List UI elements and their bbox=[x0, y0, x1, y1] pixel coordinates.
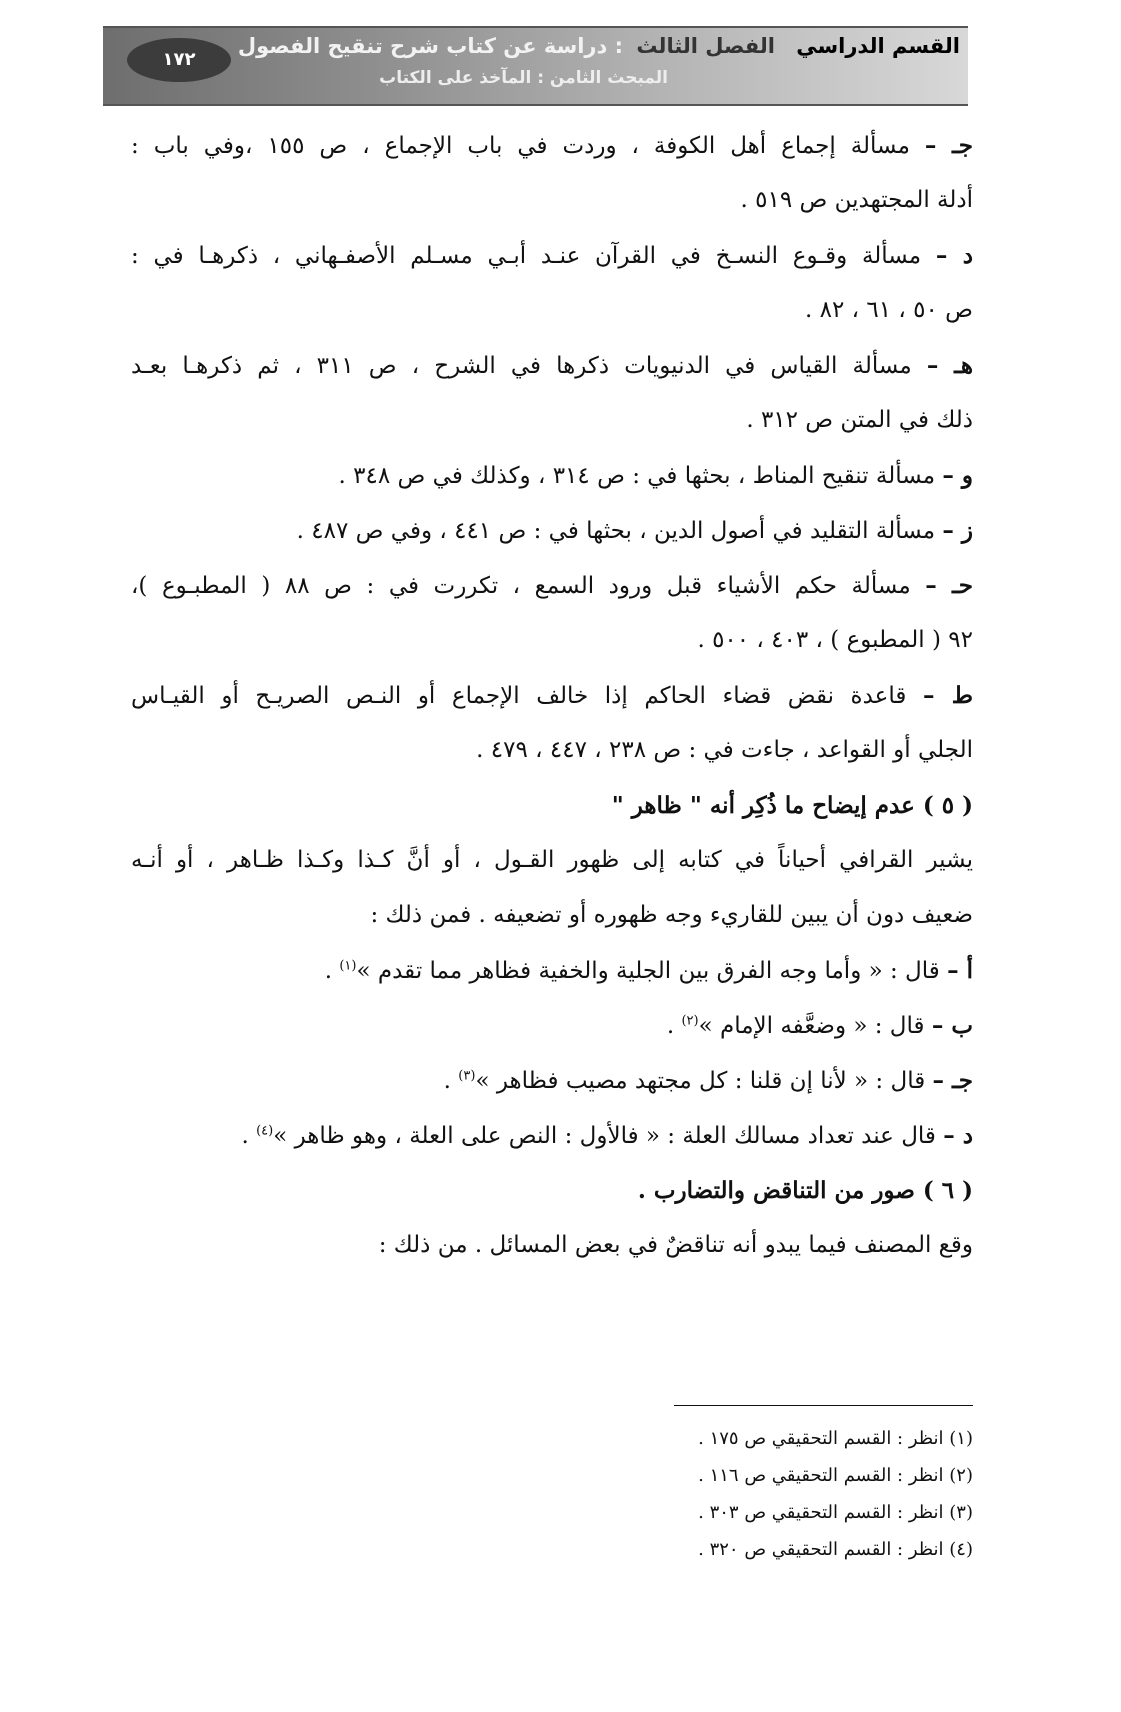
item-marker: ط – bbox=[922, 682, 973, 709]
section-heading-6: ( ٦ ) صور من التناقض والتضارب . bbox=[637, 1177, 973, 1204]
header-chapter: الفصل الثالث bbox=[636, 34, 775, 58]
footnotes bbox=[473, 1420, 973, 1568]
item-text: مسألة التقليد في أصول الدين ، بحثها في : ص ٤٤١ ، وفي ص ٤٨٧ . bbox=[296, 518, 943, 544]
item-marker: د – bbox=[935, 242, 973, 269]
item-text: مسألة إجماع أهل الكوفة ، وردت في باب الإجماع ، ص ١٥٥ ،وفي باب : bbox=[131, 133, 925, 159]
footnote: (١) انظر : القسم التحقيقي ص ١٧٥ . bbox=[698, 1428, 973, 1449]
quote-item bbox=[131, 998, 973, 1053]
quote-end: . bbox=[666, 1013, 682, 1039]
text-line bbox=[131, 173, 973, 228]
quote-text: قال : « وأما وجه الفرق بين الجلية والخفية فظاهر مما تقدم » bbox=[356, 958, 948, 984]
item-marker: حـ – bbox=[925, 572, 973, 599]
header-subtitle: المبحث الثامن : المآخذ على الكتاب bbox=[379, 68, 668, 88]
footnote-divider bbox=[674, 1405, 973, 1406]
item-marker: و – bbox=[942, 462, 973, 489]
page-header bbox=[103, 26, 968, 106]
item-text: مسألة حكم الأشياء قبل ورود السمع ، تكررت في : ص ٨٨ ( المطبـوع )، bbox=[131, 573, 926, 599]
quote-item bbox=[131, 1053, 973, 1108]
footnote: (٢) انظر : القسم التحقيقي ص ١١٦ . bbox=[698, 1465, 973, 1486]
page-body bbox=[131, 118, 973, 1273]
quote-end: . bbox=[443, 1068, 459, 1094]
quote-text: قال عند تعداد مسالك العلة : « فالأول : النص على العلة ، وهو ظاهر » bbox=[273, 1123, 944, 1149]
text-line bbox=[131, 338, 973, 393]
text-line bbox=[131, 668, 973, 723]
text-line bbox=[131, 283, 973, 338]
text-line bbox=[131, 613, 973, 668]
paragraph-line: ضعيف دون أن يبين للقاريء وجه ظهوره أو تضعيفه . فمن ذلك : bbox=[370, 902, 973, 928]
quote-end: . bbox=[324, 958, 340, 984]
item-text: قاعدة نقض قضاء الحاكم إذا خالف الإجماع أو النـص الصريـح أو القيـاس bbox=[131, 683, 923, 709]
header-title: : دراسة عن كتاب شرح تنقيح الفصول bbox=[237, 34, 624, 58]
item-marker: هـ – bbox=[926, 352, 974, 379]
text-line bbox=[131, 723, 973, 778]
text-line bbox=[131, 503, 973, 558]
item-marker: جـ – bbox=[932, 1067, 973, 1094]
text-line bbox=[131, 228, 973, 283]
text-line bbox=[131, 448, 973, 503]
footnote-ref[interactable]: (١) bbox=[339, 958, 357, 974]
item-text: ذلك في المتن ص ٣١٢ . bbox=[746, 407, 973, 433]
header-section: القسم الدراسي bbox=[796, 34, 960, 58]
text-line bbox=[131, 393, 973, 448]
item-text: ٩٢ ( المطبوع ) ، ٤٠٣ ، ٥٠٠ . bbox=[697, 627, 973, 653]
paragraph-line: وقع المصنف فيما يبدو أنه تناقضٌ في بعض المسائل . من ذلك : bbox=[378, 1232, 973, 1258]
footnote: (٣) انظر : القسم التحقيقي ص ٣٠٣ . bbox=[698, 1502, 973, 1523]
item-text: ص ٥٠ ، ٦١ ، ٨٢ . bbox=[805, 297, 973, 323]
paragraph-line: يشير القرافي أحياناً في كتابه إلى ظهور القـول ، أو أنَّ كـذا وكـذا ظـاهر ، أو أنـه bbox=[131, 847, 973, 873]
item-text: مسألة تنقيح المناط ، بحثها في : ص ٣١٤ ، وكذلك في ص ٣٤٨ . bbox=[338, 463, 943, 489]
item-text: مسألة القياس في الدنيويات ذكرها في الشرح ، ص ٣١١ ، ثم ذكرهـا بعـد bbox=[131, 353, 927, 379]
text-line bbox=[131, 558, 973, 613]
section-heading-5: ( ٥ ) عدم إيضاح ما ذُكِر أنه " ظاهر " bbox=[611, 792, 973, 819]
footnote-ref[interactable]: (٤) bbox=[256, 1123, 274, 1139]
item-marker: أ – bbox=[947, 957, 973, 984]
item-marker: ز – bbox=[942, 517, 973, 544]
quote-end: . bbox=[241, 1123, 257, 1149]
item-text: أدلة المجتهدين ص ٥١٩ . bbox=[740, 187, 973, 213]
item-marker: جـ – bbox=[924, 132, 973, 159]
text-line bbox=[131, 118, 973, 173]
item-text: مسألة وقـوع النسـخ في القرآن عنـد أبـي مسـلم الأصفـهاني ، ذكرهـا في : bbox=[131, 243, 936, 269]
footnote: (٤) انظر : القسم التحقيقي ص ٣٢٠ . bbox=[698, 1539, 973, 1560]
header-title-line bbox=[238, 34, 960, 58]
item-marker: د – bbox=[943, 1122, 973, 1149]
footnote-ref[interactable]: (٢) bbox=[681, 1013, 699, 1029]
page-number: ١٧٢ bbox=[127, 38, 231, 82]
quote-item bbox=[131, 943, 973, 998]
quote-text: قال : « لأنا إن قلنا : كل مجتهد مصيب فظاهر » bbox=[475, 1068, 933, 1094]
quote-text: قال : « وضعَّفه الإمام » bbox=[698, 1013, 932, 1039]
item-text: الجلي أو القواعد ، جاءت في : ص ٢٣٨ ، ٤٤٧ ، ٤٧٩ . bbox=[476, 737, 973, 763]
footnote-ref[interactable]: (٣) bbox=[458, 1068, 476, 1084]
item-marker: ب – bbox=[931, 1012, 973, 1039]
quote-item bbox=[131, 1108, 973, 1163]
